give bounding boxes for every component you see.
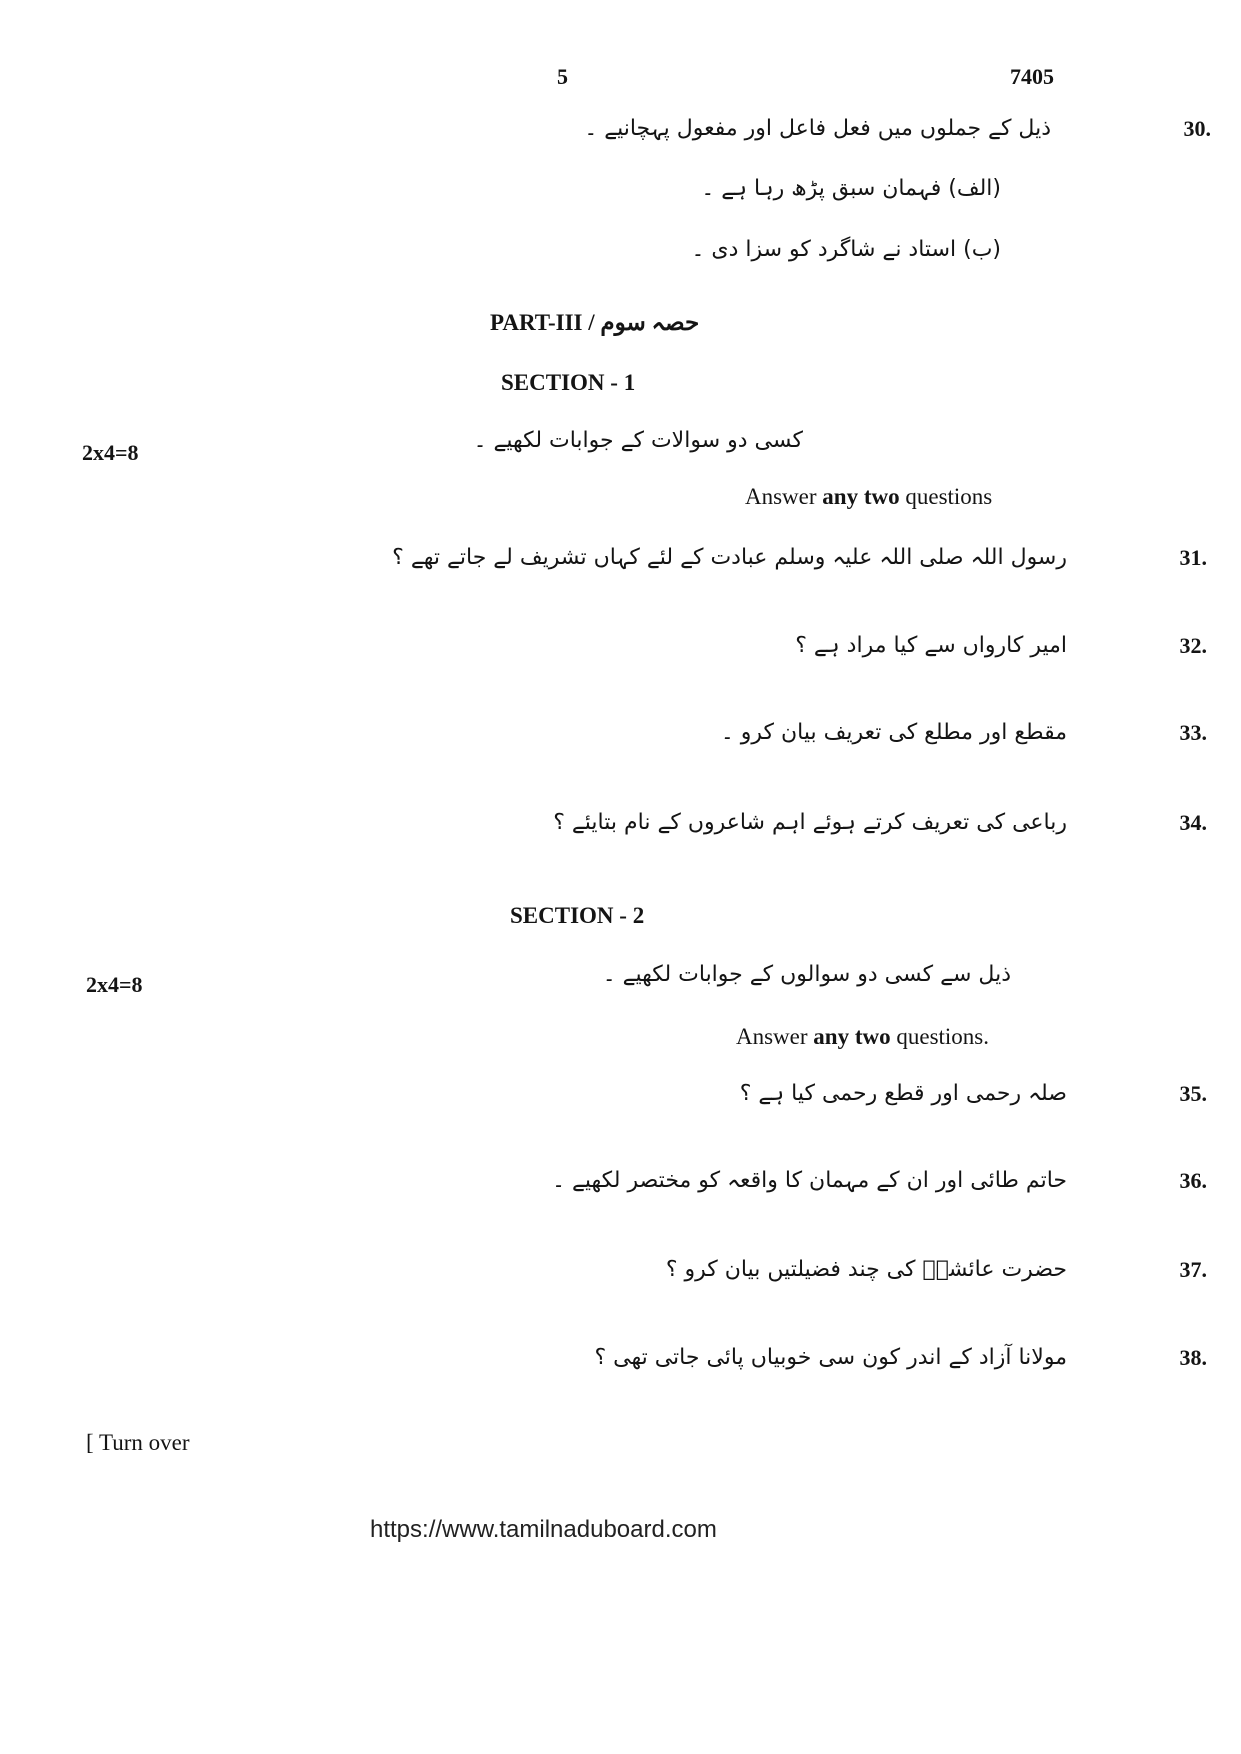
paper-code: 7405	[1010, 64, 1054, 89]
question-number: 33.	[1179, 719, 1207, 745]
question-number: 34.	[1179, 809, 1207, 835]
question-37	[665, 1256, 1207, 1282]
question-text: ذیل کے جملوں میں فعل فاعل اور مفعول پہچانیے ۔	[584, 116, 1051, 141]
turn-over-note: [ Turn over	[86, 1430, 190, 1455]
question-number: 38.	[1179, 1344, 1207, 1370]
question-38	[594, 1344, 1207, 1370]
section-2-instruction-urdu: ذیل سے کسی دو سوالوں کے جوابات لکھیے ۔	[602, 962, 1011, 987]
question-35	[739, 1080, 1207, 1106]
section-2-marks: 2x4=8	[86, 972, 143, 997]
question-text: رباعی کی تعریف کرتے ہوئے اہم شاعروں کے نام بتایئے ؟	[553, 810, 1067, 835]
question-31	[392, 544, 1207, 570]
question-text: مقطع اور مطلع کی تعریف بیان کرو ۔	[720, 720, 1067, 745]
instruction-part: Answer	[736, 1024, 814, 1049]
instruction-part: questions	[899, 484, 993, 509]
question-33	[720, 719, 1207, 745]
section-1-title: SECTION - 1	[501, 370, 636, 395]
question-30-sub-a: (الف) فہمان سبق پڑھ رہا ہے ۔	[701, 176, 1001, 201]
question-32	[795, 632, 1207, 658]
footer-url[interactable]: https://www.tamilnaduboard.com	[370, 1516, 717, 1543]
question-text: رسول اللہ صلی اللہ علیہ وسلم عبادت کے لئے کہاں تشریف لے جاتے تھے ؟	[392, 545, 1067, 570]
section-1-marks: 2x4=8	[82, 440, 139, 465]
instruction-emphasis: any two	[822, 484, 900, 509]
question-text: حاتم طائی اور ان کے مہمان کا واقعہ کو مختصر لکھیے ۔	[552, 1168, 1067, 1193]
section-1-instruction-urdu: کسی دو سوالات کے جوابات لکھیے ۔	[473, 428, 803, 453]
question-number: 36.	[1179, 1167, 1207, 1193]
instruction-emphasis: any two	[813, 1024, 891, 1049]
question-number: 30.	[1183, 115, 1211, 141]
question-30-sub-b: (ب) استاد نے شاگرد کو سزا دی ۔	[691, 237, 1001, 262]
instruction-part: Answer	[745, 484, 823, 509]
instruction-part: questions.	[890, 1024, 989, 1049]
question-30	[584, 115, 1211, 141]
section-2-title: SECTION - 2	[510, 903, 645, 928]
part-title: PART-III / حصہ سوم	[490, 310, 700, 335]
question-number: 35.	[1179, 1080, 1207, 1106]
question-34	[553, 809, 1207, 835]
section-2-instruction-english	[736, 1024, 989, 1050]
section-1-instruction-english	[745, 484, 992, 510]
question-text: حضرت عائشہؓ کی چند فضیلتیں بیان کرو ؟	[665, 1257, 1067, 1282]
question-text: صلہ رحمی اور قطع رحمی کیا ہے ؟	[739, 1081, 1067, 1106]
question-36	[552, 1167, 1207, 1193]
question-text: امیر کارواں سے کیا مراد ہے ؟	[795, 633, 1067, 658]
question-number: 32.	[1179, 632, 1207, 658]
page-number: 5	[557, 64, 568, 89]
question-number: 31.	[1179, 544, 1207, 570]
question-number: 37.	[1179, 1256, 1207, 1282]
question-text: مولانا آزاد کے اندر کون سی خوبیاں پائی جاتی تھی ؟	[594, 1345, 1067, 1370]
